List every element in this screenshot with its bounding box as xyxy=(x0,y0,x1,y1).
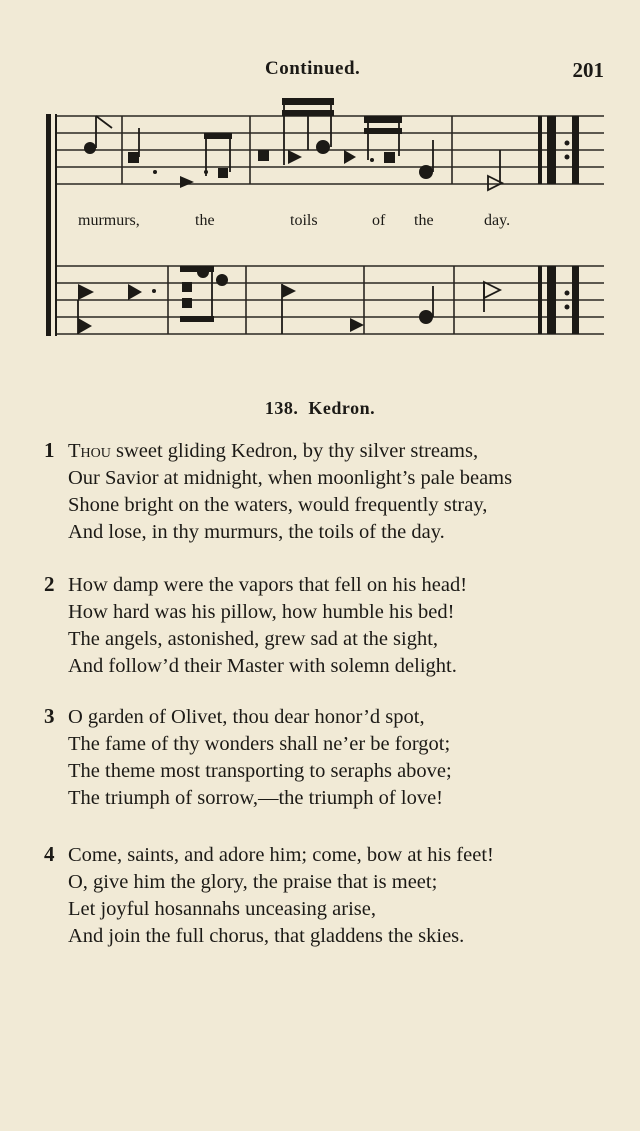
lyric-word: day. xyxy=(484,212,511,229)
hymn-title: Kedron. xyxy=(308,398,376,418)
verse-line: How hard was his pillow, how humble his bed! xyxy=(68,601,455,623)
verse-line: Shone bright on the waters, would frequently stray, xyxy=(68,494,488,516)
lyric-word: the xyxy=(414,212,434,229)
running-title: Continued. xyxy=(265,58,361,79)
stanza-lines xyxy=(68,842,608,950)
verse-line: And join the full chorus, that gladdens the skies. xyxy=(68,925,465,947)
stanza-number: 1 xyxy=(44,438,55,462)
verse-line: And follow’d their Master with solemn delight. xyxy=(68,655,457,677)
verse-line: The fame of thy wonders shall ne’er be forgot; xyxy=(68,733,451,755)
page-number: 201 xyxy=(572,58,604,82)
stanza-lines xyxy=(68,438,608,546)
music-lyrics xyxy=(0,212,640,236)
verse-line: The triumph of sorrow,—the triumph of love! xyxy=(68,787,443,809)
verse-line: Let joyful hosannahs unceasing arise, xyxy=(68,898,376,920)
verse-line: The theme most transporting to seraphs above; xyxy=(68,760,452,782)
verse-line: The angels, astonished, grew sad at the sight, xyxy=(68,628,439,650)
lyric-word: toils xyxy=(290,212,318,229)
stanza-number: 3 xyxy=(44,704,55,728)
verse-line: Thou sweet gliding Kedron, by thy silver streams, xyxy=(68,440,479,462)
stanza-lines xyxy=(68,704,608,812)
lyric-word: the xyxy=(195,212,215,229)
verse-line: O, give him the glory, the praise that is meet; xyxy=(68,871,438,893)
verse-line: Come, saints, and adore him; come, bow at his feet! xyxy=(68,844,494,866)
hymn-number: 138. xyxy=(264,398,299,418)
verse-line: And lose, in thy murmurs, the toils of the day. xyxy=(68,521,445,543)
stanza-lines xyxy=(68,572,608,680)
lyric-word: murmurs, xyxy=(78,212,140,229)
notes-upper xyxy=(84,98,502,190)
hymn-heading xyxy=(0,398,640,419)
verse-line: Our Savior at midnight, when moonlight’s pale beams xyxy=(68,467,513,489)
stanza-number: 4 xyxy=(44,842,55,866)
lyric-word: of xyxy=(372,212,386,229)
staff-lower xyxy=(56,266,604,334)
verse-line: O garden of Olivet, thou dear honor’d spot, xyxy=(68,706,425,728)
stanza-number: 2 xyxy=(44,572,55,596)
verse-line: How damp were the vapors that fell on his head! xyxy=(68,574,468,596)
stanza-first-word: Thou xyxy=(68,440,111,462)
music-score xyxy=(0,0,640,360)
